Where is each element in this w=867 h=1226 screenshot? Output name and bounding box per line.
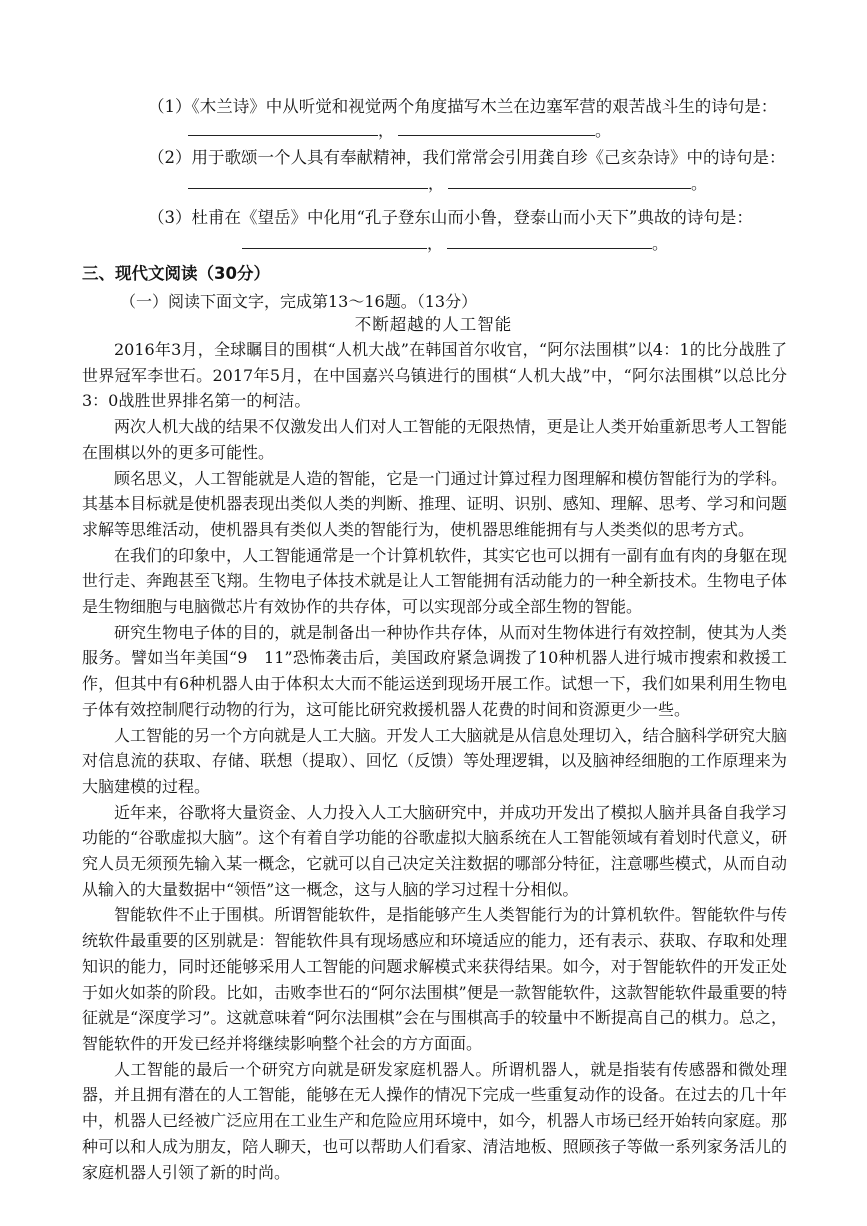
question-3: （3）杜甫在《望岳》中化用“孔子登东山而小鲁，登泰山而小天下”典故的诗句是：: [148, 208, 753, 227]
article-body: [82, 337, 787, 1185]
section-title: 三、现代文阅读（30分）: [82, 264, 270, 283]
paragraph: 人工智能的最后一个研究方向就是研发家庭机器人。所谓机器人，就是指装有传感器和微处理器，并且拥有潜在的人工智能，能够在无人操作的情况下完成一些重复动作的设备。在过去的几十年中，机器人已经被广泛应用在工业生产和危险应用环境中，如今，机器人市场已经开始转向家庭。那种可以和人成为朋友，陪人聊天，也可以帮助人们看家、清洁地板、照顾孩子等做一系列家务活儿的家庭机器人引领了新的时尚。: [82, 1059, 787, 1182]
answer-blank[interactable]: [188, 121, 378, 136]
answer-blank[interactable]: [448, 174, 691, 189]
answer-blank[interactable]: [447, 234, 652, 249]
question-2: （2）用于歌颂一个人具有奉献精神，我们常常会引用龚自珍《己亥杂诗》中的诗句是：: [148, 148, 786, 167]
paragraph: 两次人机大战的结果不仅激发出人们对人工智能的无限热情，更是让人类开始重新思考人工智能在围棋以外的更多可能性。: [82, 417, 787, 462]
paragraph: 在我们的印象中，人工智能通常是一个计算机软件，其实它也可以拥有一副有血有肉的身躯在现世行走、奔跑甚至飞翔。生物电子体技术就是让人工智能拥有活动能力的一种全新技术。生物电子体是生物细胞与电脑微芯片有效协作的共存体，可以实现部分或全部生物的智能。: [82, 545, 787, 617]
article-title: 不断超越的人工智能: [354, 315, 513, 334]
paragraph: 研究生物电子体的目的，就是制备出一种协作共存体，从而对生物体进行有效控制，使其为人类服务。譬如当年美国“9 11”恐怖袭击后，美国政府紧急调拨了10种机器人进行城市搜索和救援工作，但其中有6种机器人由于体积太大而不能运送到现场开展工作。试想一下，我们如果利用生物电子体有效控制爬行动物的行为，这可能比研究救援机器人花费的时间和资源更少一些。: [82, 622, 787, 719]
question-1: （1）《木兰诗》中从听觉和视觉两个角度描写木兰在边塞军营的艰苦战斗生的诗句是：: [148, 97, 778, 116]
paragraph: 人工智能的另一个方向就是人工大脑。开发人工大脑就是从信息处理切入，结合脑科学研究大脑对信息流的获取、存储、联想（提取）、回忆（反馈）等处理逻辑，以及脑神经细胞的工作原理来为大脑建模的过程。: [82, 725, 787, 796]
paragraph: 2016年3月，全球瞩目的围棋“人机大战”在韩国首尔收官，“阿尔法围棋”以4：1的比分战胜了世界冠军李世石。2017年5月，在中国嘉兴乌镇进行的围棋“人机大战”中，“阿尔法围棋”以总比分3：0战胜世界排名第一的柯洁。: [82, 340, 787, 411]
answer-blank[interactable]: [242, 234, 427, 249]
reading-instruction: （一）阅读下面文字，完成第13～16题。（13分）: [120, 292, 478, 311]
answer-blanks-3: ， 。: [242, 232, 668, 256]
paragraph: 顾名思义，人工智能就是人造的智能，它是一门通过计算过程力图理解和模仿智能行为的学科。其基本目标就是使机器表现出类似人类的判断、推理、证明、识别、感知、理解、思考、学习和问题求解等思维活动，使机器具有类似人类的智能行为，使机器思维能拥有与人类类似的思考方式。: [82, 468, 787, 539]
answer-blanks-1: ， 。: [188, 119, 611, 143]
answer-blank[interactable]: [188, 174, 428, 189]
answer-blanks-2: ， 。: [188, 172, 707, 196]
paragraph: 智能软件不止于围棋。所谓智能软件，是指能够产生人类智能行为的计算机软件。智能软件与传统软件最重要的区别就是：智能软件具有现场感应和环境适应的能力，还有表示、获取、存取和处理知识的能力，同时还能够采用人工智能的问题求解模式来获得结果。如今，对于智能软件的开发正处于如火如荼的阶段。比如，击败李世石的“阿尔法围棋”便是一款智能软件，这款智能软件最重要的特征就是“深度学习”。这就意味着“阿尔法围棋”会在与围棋高手的较量中不断提高自己的棋力。总之，智能软件的开发已经并将继续影响整个社会的方方面面。: [82, 905, 787, 1053]
answer-blank[interactable]: [398, 121, 595, 136]
paragraph: 近年来，谷歌将大量资金、人力投入人工大脑研究中，并成功开发出了模拟人脑并具备自我学习功能的“谷歌虚拟大脑”。这个有着自学功能的谷歌虚拟大脑系统在人工智能领域有着划时代意义，研究人员无须预先输入某一概念，它就可以自己决定关注数据的哪部分特征，注意哪些模式，从而自动从输入的大量数据中“领悟”这一概念，这与人脑的学习过程十分相似。: [82, 802, 787, 899]
